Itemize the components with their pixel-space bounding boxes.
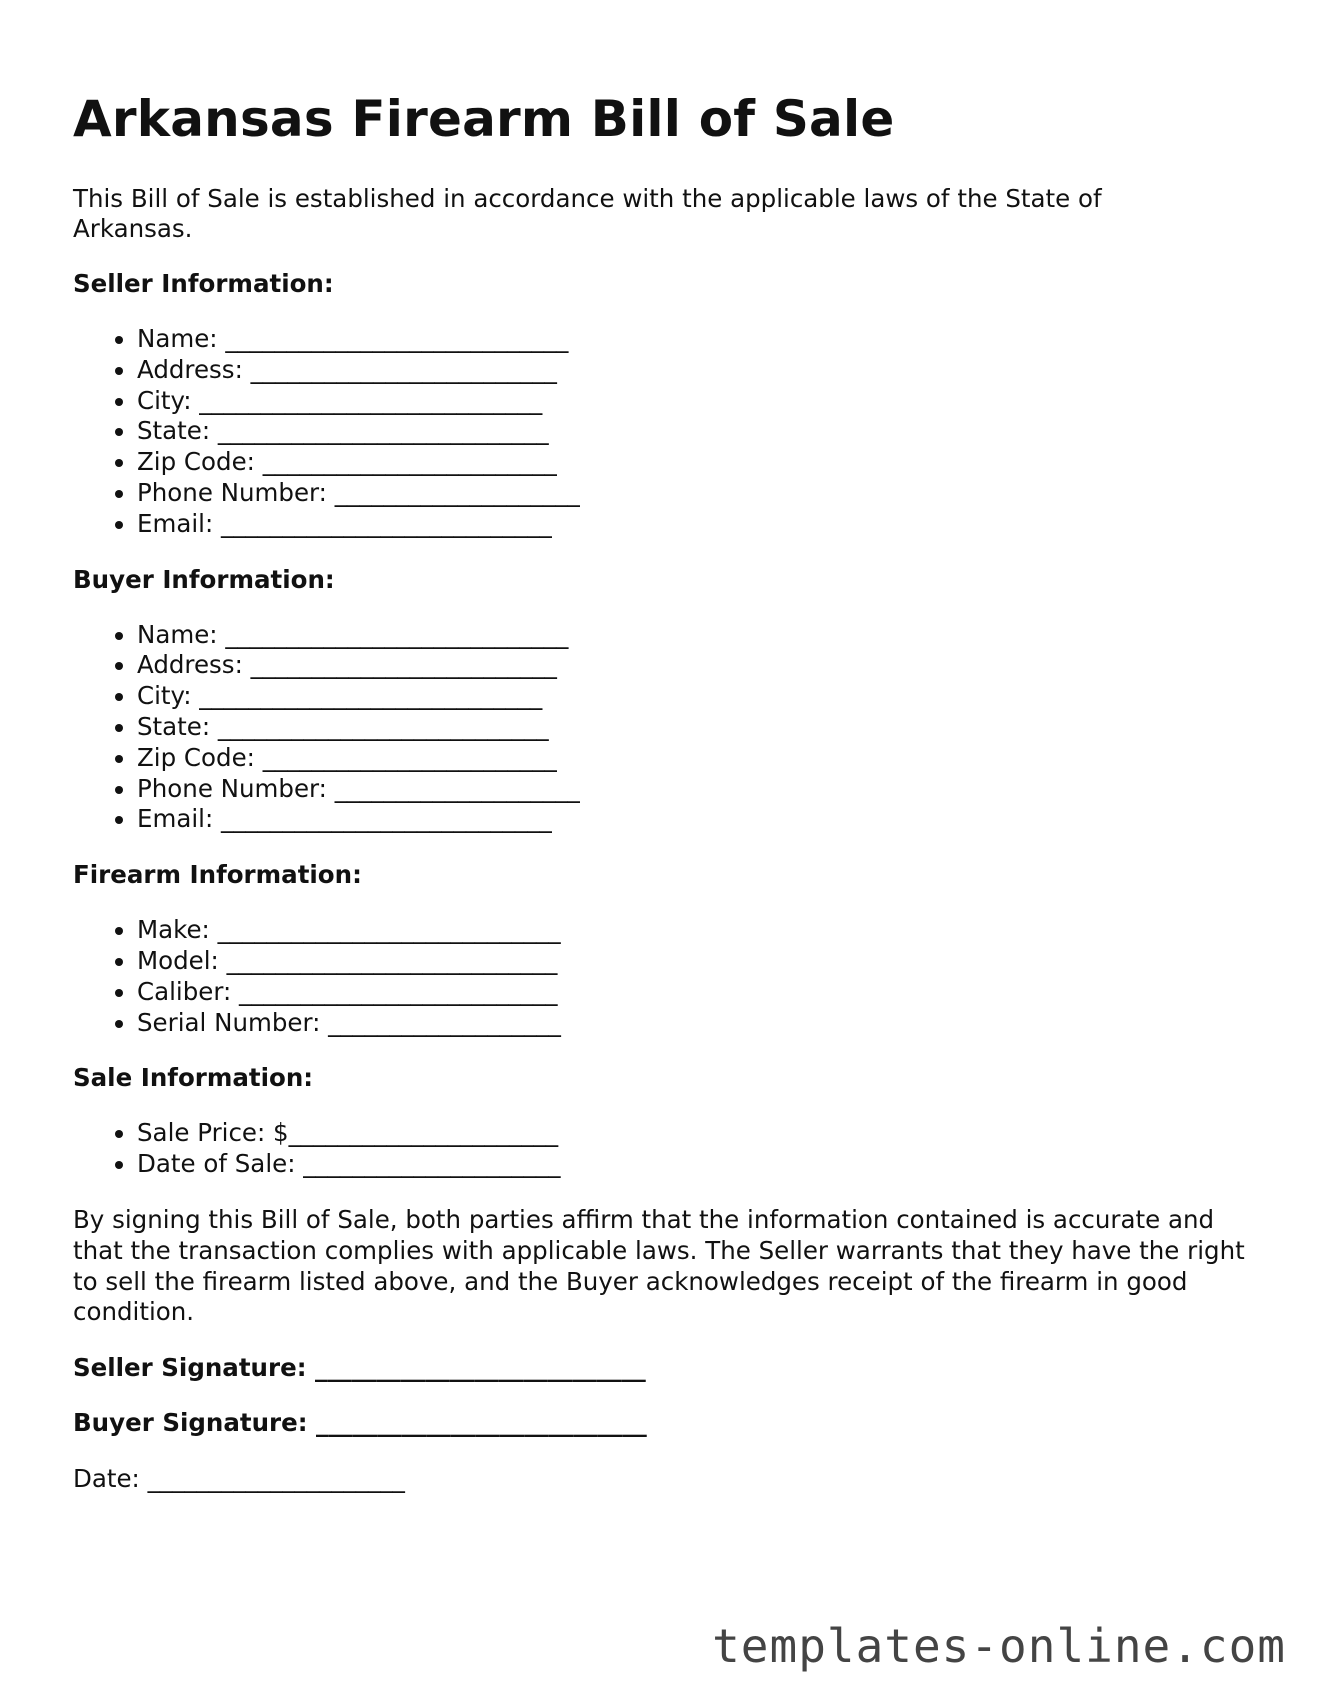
buyer-signature-field[interactable]: Buyer Signature: ___________________________ — [73, 1408, 647, 1438]
seller-phone-field[interactable]: • Phone Number: ____________________ — [137, 478, 1253, 509]
firearm-model-field[interactable]: • Model: ___________________________ — [137, 946, 1253, 977]
sale-price-field[interactable]: • Sale Price: $______________________ — [137, 1118, 1253, 1149]
seller-section-heading: Seller Information: — [73, 269, 334, 298]
buyer-name-field[interactable]: • Name: ____________________________ — [137, 620, 1253, 651]
seller-email-field[interactable]: • Email: ___________________________ — [137, 509, 1253, 540]
buyer-section-heading: Buyer Information: — [73, 564, 335, 594]
seller-name-field[interactable]: • Name: ____________________________ — [137, 324, 1253, 355]
buyer-field-list — [73, 620, 1253, 836]
seller-zip-field[interactable]: • Zip Code: ________________________ — [137, 447, 1253, 478]
watermark: templates-online.com — [712, 1619, 1286, 1673]
firearm-section-heading: Firearm Information: — [73, 860, 362, 890]
firearm-make-field[interactable]: • Make: ____________________________ — [137, 915, 1253, 946]
buyer-city-field[interactable]: • City: ____________________________ — [137, 681, 1253, 712]
buyer-address-field[interactable]: • Address: _________________________ — [137, 650, 1253, 681]
closing-paragraph: By signing this Bill of Sale, both parties affirm that the information contained is accurate and that the transaction complies with applicable laws. The Seller warrants that they have the right to sell the firearm listed above, and the Buyer acknowledges receipt of the firearm in good condition. — [73, 1204, 1245, 1327]
firearm-field-list — [73, 915, 1253, 1038]
sale-section-heading: Sale Information: — [73, 1063, 314, 1093]
intro-paragraph: This Bill of Sale is established in accordance with the applicable laws of the State of Arkansas. — [73, 184, 1102, 243]
seller-signature-field[interactable]: Seller Signature: ___________________________ — [73, 1353, 646, 1383]
seller-city-field[interactable]: • City: ____________________________ — [137, 386, 1253, 417]
seller-state-field[interactable]: • State: ___________________________ — [137, 416, 1253, 447]
sale-date-field[interactable]: • Date of Sale: _____________________ — [137, 1149, 1253, 1180]
buyer-zip-field[interactable]: • Zip Code: ________________________ — [137, 743, 1253, 774]
seller-field-list — [73, 324, 1253, 540]
seller-address-field[interactable]: • Address: _________________________ — [137, 355, 1253, 386]
sale-field-list — [73, 1118, 1253, 1180]
buyer-email-field[interactable]: • Email: ___________________________ — [137, 804, 1253, 835]
buyer-state-field[interactable]: • State: ___________________________ — [137, 712, 1253, 743]
page-title: Arkansas Firearm Bill of Sale — [73, 90, 895, 148]
firearm-serial-field[interactable]: • Serial Number: ___________________ — [137, 1008, 1253, 1039]
document-page — [73, 90, 1253, 1494]
signature-date-field[interactable]: Date: _____________________ — [73, 1464, 405, 1494]
firearm-caliber-field[interactable]: • Caliber: __________________________ — [137, 977, 1253, 1008]
buyer-phone-field[interactable]: • Phone Number: ____________________ — [137, 774, 1253, 805]
